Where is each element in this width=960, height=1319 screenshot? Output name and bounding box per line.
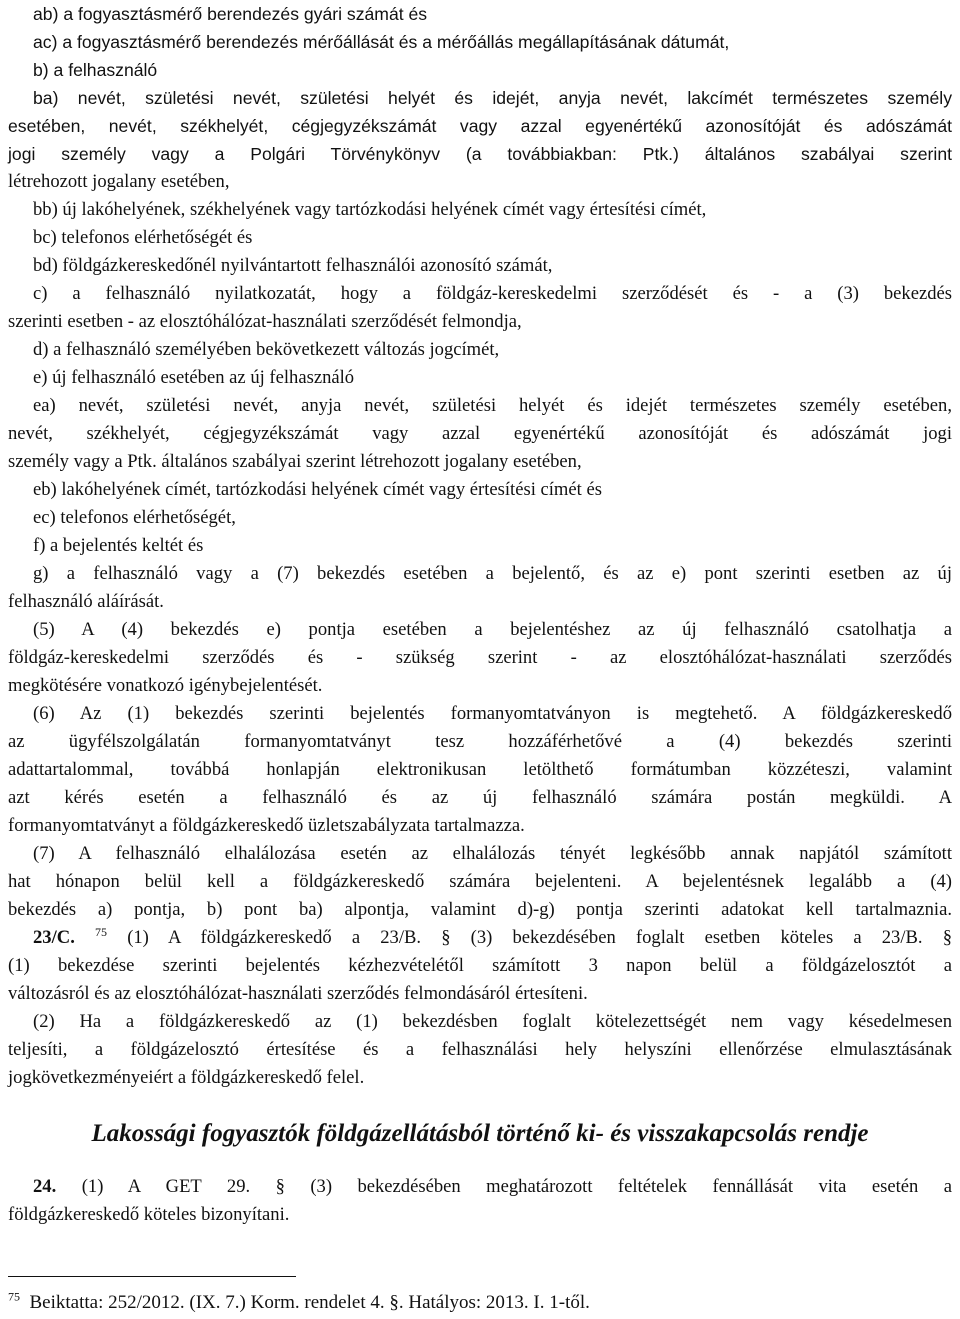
section-24-number: 24. (33, 1176, 57, 1197)
text-line: bb) új lakóhelyének, székhelyének vagy tartózkodási helyének címét vagy értesítési címét, (33, 199, 707, 220)
section-23c-text: (1) A földgázkereskedő a 23/B. § (3) bekezdésében foglalt esetben köteles a 23/B. § (127, 927, 953, 948)
text-line: azt kérés esetén a felhasználó és az új felhasználó számára postán megküldi. A (8, 787, 952, 808)
text-line: formanyomtatványt a földgázkereskedő üzletszabályzata tartalmazza. (8, 815, 525, 836)
text-line: nevét, székhelyét, cégjegyzékszámát vagy azzal egyenértékű azonosítóját és adószámát jogi (8, 423, 952, 444)
text-line: megkötésére vonatkozó igénybejelentését. (8, 675, 323, 696)
text-line: szerinti esetben - az elosztóhálózat-használati szerződését felmondja, (8, 311, 522, 332)
text-line: hat hónapon belül kell a földgázkereskedő számára bejelenteni. A bejelentésnek legalább a (4) (8, 871, 952, 892)
text-line: ac) a fogyasztásmérő berendezés mérőállását és a mérőállás megállapításának dátumát, (33, 32, 730, 52)
text-line: ec) telefonos elérhetőségét, (33, 507, 236, 528)
text-line: bekezdés a) pontja, b) pont ba) alpontja, valamint d)-g) pontja szerinti adatokat kell tartalmaznia. (8, 899, 952, 920)
footnote-ref-75[interactable]: 75 (95, 924, 108, 939)
section-24-line (33, 1173, 952, 1201)
text-line: (5) A (4) bekezdés e) pontja esetében a bejelentéshez az új felhasználó csatolhatja a (33, 619, 952, 640)
text-line: g) a felhasználó vagy a (7) bekezdés esetében a bejelentő, és az e) pont szerinti esetben az új (33, 563, 952, 584)
text-line: bd) földgázkereskedőnél nyilvántartott felhasználói azonosító számát, (33, 255, 553, 276)
text-line: adattartalommal, továbbá honlapján elektronikusan letölthető formátumban közzéteszi, valamint (8, 759, 952, 780)
text-line: c) a felhasználó nyilatkozatát, hogy a földgáz-kereskedelmi szerződését és - a (3) bekezdés (33, 283, 952, 304)
text-line: jogi személy vagy a Polgári Törvénykönyv (a továbbiakban: Ptk.) általános szabályai szerint (8, 144, 952, 164)
text-line: b) a felhasználó (33, 60, 158, 80)
text-line: felhasználó aláírását. (8, 591, 164, 612)
section-24-line-2: földgázkereskedő köteles bizonyítani. (8, 1204, 290, 1225)
text-line: d) a felhasználó személyében bekövetkezett változás jogcímét, (33, 339, 500, 360)
text-line: (6) Az (1) bekezdés szerinti bejelentés formanyomtatványon is megtehető. A földgázkereskedő (33, 703, 952, 724)
text-line: (2) Ha a földgázkereskedő az (1) bekezdésben foglalt kötelezettségét nem vagy késedelmesen (33, 1011, 952, 1032)
footnote (8, 1289, 590, 1317)
text-line: ba) nevét, születési nevét, születési helyét és idejét, anyja nevét, lakcímét természetes személy (33, 88, 952, 108)
text-line: az ügyfélszolgálatán formanyomtatványt tesz hozzáférhetővé a (4) bekezdés szerinti (8, 731, 952, 752)
text-line: földgáz-kereskedelmi szerződés és - szükség szerint - az elosztóhálózat-használati szerződés (8, 647, 952, 668)
text-line: jogkövetkezményeiért a földgázkereskedő felel. (8, 1067, 365, 1088)
text-line: teljesíti, a földgázelosztó értesítése és a felhasználási hely helyszíni ellenőrzése elmulasztásának (8, 1039, 952, 1060)
footnote-number: 75 (8, 1289, 20, 1304)
section-23c-number: 23/C. (33, 927, 75, 948)
section-24-text-first: (1) A GET 29. § (3) bekezdésében meghatározott feltételek fennállását vita esetén a (81, 1176, 952, 1197)
text-line: (7) A felhasználó elhalálozása esetén az elhalálozás tényét legkésőbb annak napjától számított (33, 843, 952, 864)
text-line: e) új felhasználó esetében az új felhasználó (33, 367, 355, 388)
text-line: ea) nevét, születési nevét, anyja nevét, születési helyét és idejét természetes személy esetében, (33, 395, 952, 416)
text-line: személy vagy a Ptk. általános szabályai szerint létrehozott jogalany esetében, (8, 451, 582, 472)
text-line: változásról és az elosztóhálózat-használati szerződés felmondásáról értesíteni. (8, 983, 588, 1004)
text-line: (1) bekezdése szerinti bejelentés kézhezvételétől számított 3 napon belül a földgázelosztót a (8, 955, 952, 976)
text-line: f) a bejelentés keltét és (33, 535, 204, 556)
text-line: esetében, nevét, székhelyét, cégjegyzékszámát vagy azzal egyenértékű azonosítóját és adószámát (8, 116, 952, 136)
text-line: ab) a fogyasztásmérő berendezés gyári számát és (33, 4, 428, 24)
footnote-text: Beiktatta: 252/2012. (IX. 7.) Korm. rendelet 4. §. Hatályos: 2013. I. 1-től. (29, 1292, 590, 1313)
text-line: eb) lakóhelyének címét, tartózkodási helyének címét vagy értesítési címét és (33, 479, 602, 500)
footnote-divider (8, 1276, 296, 1277)
section-heading: Lakossági fogyasztók földgázellátásból történő ki- és visszakapcsolás rendje (91, 1120, 869, 1147)
section-23c-line (33, 924, 952, 952)
text-line: bc) telefonos elérhetőségét és (33, 227, 253, 248)
text-line: létrehozott jogalany esetében, (8, 171, 230, 192)
